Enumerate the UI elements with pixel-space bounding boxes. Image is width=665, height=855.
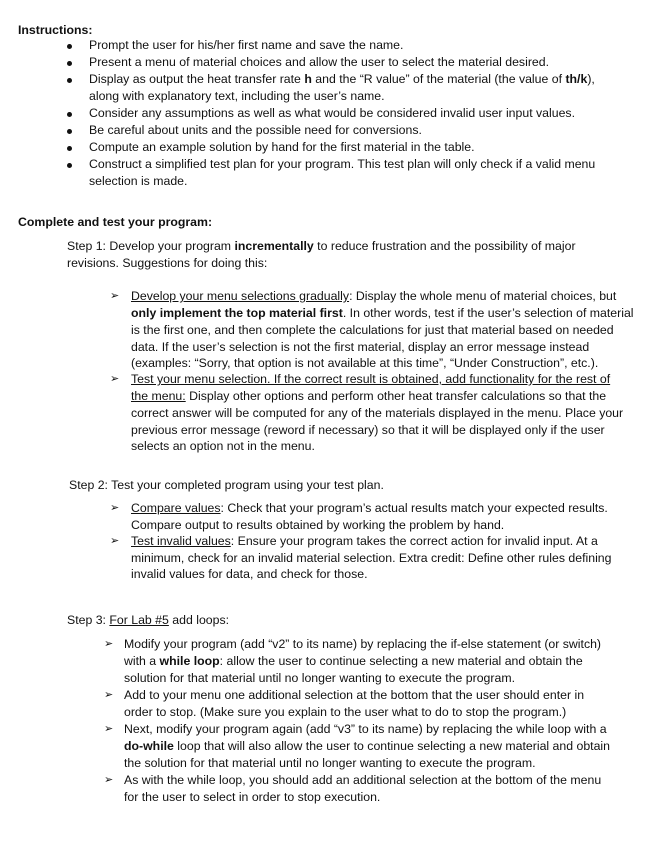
arrow-bullet-icon: ➢ [110, 373, 120, 385]
step1-item-cont: selects an option not in the menu. [131, 439, 315, 453]
instruction-item: Construct a simplified test plan for your program. This test plan will only check if a valid menu [89, 157, 596, 171]
step1-text-cont: revisions. Suggestions for doing this: [67, 256, 268, 270]
step1-item-cont: previous error message (reword if necessary) so that it will be displayed only if the user [131, 423, 605, 437]
instructions-heading: Instructions: [18, 23, 93, 37]
arrow-bullet-icon: ➢ [110, 535, 120, 547]
step3-item-cont: do-while loop that will also allow the user to continue selecting a new material and obtain [124, 739, 610, 753]
arrow-bullet-icon: ➢ [104, 638, 114, 650]
step1-item: Test your menu selection. If the correct result is obtained, add functionality for the rest of [131, 372, 611, 386]
step3-item-cont: order to stop. (Make sure you explain to the user what to do to stop the program.) [124, 705, 567, 719]
bullet-icon [67, 112, 72, 117]
step3-item: Modify your program (add “v2” to its name) by replacing the if-else statement (or switch) [124, 637, 602, 651]
instruction-item-cont: selection is made. [89, 174, 188, 188]
bullet-icon [67, 78, 72, 83]
step3-item-cont: for the user to select in order to stop execution. [124, 790, 381, 804]
step2-item-cont: Compare output to results obtained by working the problem by hand. [131, 518, 505, 532]
instruction-item: Compute an example solution by hand for the first material in the table. [89, 140, 475, 154]
bullet-icon [67, 44, 72, 49]
step2-text: Step 2: Test your completed program using your test plan. [69, 478, 384, 492]
complete-heading: Complete and test your program: [18, 215, 213, 229]
step3-item: As with the while loop, you should add an additional selection at the bottom of the menu [124, 773, 602, 787]
step3-item-cont: solution for that material until no longer wanting to execute the program. [124, 671, 515, 685]
bullet-icon [67, 129, 72, 134]
step3-item: Add to your menu one additional selection at the bottom that the user should enter in [124, 688, 585, 702]
step1-item-cont: the menu: Display other options and perform other heat transfer calculations so that the [131, 389, 607, 403]
instruction-item: Display as output the heat transfer rate h and the “R value” of the material (the value of th/k), [89, 72, 595, 86]
bullet-icon [67, 163, 72, 168]
step3-item-cont: with a while loop: allow the user to continue selecting a new material and obtain the [124, 654, 583, 668]
step3-text: Step 3: For Lab #5 add loops: [67, 613, 230, 627]
step1-text: Step 1: Develop your program incrementally to reduce frustration and the possibility of major [67, 239, 576, 253]
step2-item: Test invalid values: Ensure your program takes the correct action for invalid input. At a [131, 534, 598, 548]
step2-item-cont: minimum, check for an invalid material selection. Extra credit: Define other rules defining [131, 551, 612, 565]
step1-item-cont: is the first one, and then complete the calculations for just that material based on needed [131, 323, 614, 337]
step1-item-cont: only implement the top material first. In other words, test if the user’s selection of material [131, 306, 634, 320]
arrow-bullet-icon: ➢ [110, 290, 120, 302]
instruction-item-cont: along with explanatory text, including the user’s name. [89, 89, 385, 103]
instruction-item: Present a menu of material choices and allow the user to select the material desired. [89, 55, 550, 69]
step1-item: Develop your menu selections gradually: Display the whole menu of material choices, but [131, 289, 617, 303]
arrow-bullet-icon: ➢ [104, 774, 114, 786]
arrow-bullet-icon: ➢ [104, 689, 114, 701]
instruction-item: Prompt the user for his/her first name and save the name. [89, 38, 404, 52]
bullet-icon [67, 61, 72, 66]
instruction-item: Be careful about units and the possible need for conversions. [89, 123, 422, 137]
step1-item-cont: (examples: “Sorry, that option is not available at this time”, “Under Construction”, etc.). [131, 356, 599, 370]
step2-item-cont: invalid values for data, and check for those. [131, 567, 368, 581]
arrow-bullet-icon: ➢ [110, 502, 120, 514]
step1-item-cont: data. If the user’s selection is not the first material, display an error message instead [131, 340, 590, 354]
bullet-icon [67, 146, 72, 151]
instruction-item: Consider any assumptions as well as what would be considered invalid user input values. [89, 106, 575, 120]
step2-item: Compare values: Check that your program’s actual results match your expected results. [131, 501, 608, 515]
step3-item: Next, modify your program again (add “v3” to its name) by replacing the while loop with a [124, 722, 607, 736]
arrow-bullet-icon: ➢ [104, 723, 114, 735]
step3-item-cont: the solution for that material until no longer wanting to execute the program. [124, 756, 536, 770]
step1-item-cont: correct answer will be computed for any of the materials displayed in the menu. Place your [131, 406, 624, 420]
